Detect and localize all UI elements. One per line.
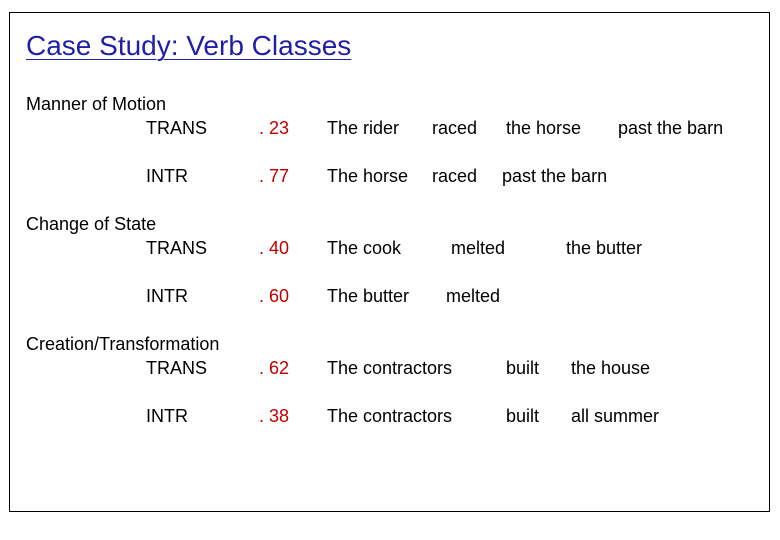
sentence-word: The butter bbox=[327, 286, 410, 306]
category-manner-of-motion: Manner of Motion bbox=[26, 94, 167, 114]
sentence-word: past the barn bbox=[618, 118, 724, 138]
row-label-state-intr: INTR bbox=[146, 286, 188, 306]
sentence-word: past the barn bbox=[502, 166, 608, 186]
sentence-word: melted bbox=[446, 286, 501, 306]
sentence-word: melted bbox=[451, 238, 506, 258]
sentence-word: the house bbox=[571, 358, 651, 378]
row-value-creation-intr: . 38 bbox=[259, 406, 290, 426]
sentence-word: raced bbox=[432, 166, 478, 186]
sentence-word: The horse bbox=[327, 166, 409, 186]
row-label-motion-trans: TRANS bbox=[146, 118, 208, 138]
category-creation-transformation: Creation/Transformation bbox=[26, 334, 220, 354]
sentence-word: raced bbox=[432, 118, 478, 138]
row-value-motion-trans: . 23 bbox=[259, 118, 290, 138]
row-value-state-intr: . 60 bbox=[259, 286, 290, 306]
sentence-word: built bbox=[506, 406, 540, 426]
slide-frame bbox=[9, 12, 770, 512]
sentence-word: the butter bbox=[566, 238, 643, 258]
slide-title: Case Study: Verb Classes bbox=[26, 30, 352, 61]
row-value-creation-trans: . 62 bbox=[259, 358, 290, 378]
category-change-of-state: Change of State bbox=[26, 214, 157, 234]
sentence-word: the horse bbox=[506, 118, 582, 138]
sentence-word: all summer bbox=[571, 406, 660, 426]
row-label-state-trans: TRANS bbox=[146, 238, 208, 258]
row-value-motion-intr: . 77 bbox=[259, 166, 290, 186]
sentence-word: The contractors bbox=[327, 406, 453, 426]
row-value-state-trans: . 40 bbox=[259, 238, 290, 258]
row-label-creation-intr: INTR bbox=[146, 406, 188, 426]
row-label-creation-trans: TRANS bbox=[146, 358, 208, 378]
row-label-motion-intr: INTR bbox=[146, 166, 188, 186]
sentence-word: built bbox=[506, 358, 540, 378]
sentence-word: The rider bbox=[327, 118, 400, 138]
sentence-word: The cook bbox=[327, 238, 402, 258]
sentence-word: The contractors bbox=[327, 358, 453, 378]
